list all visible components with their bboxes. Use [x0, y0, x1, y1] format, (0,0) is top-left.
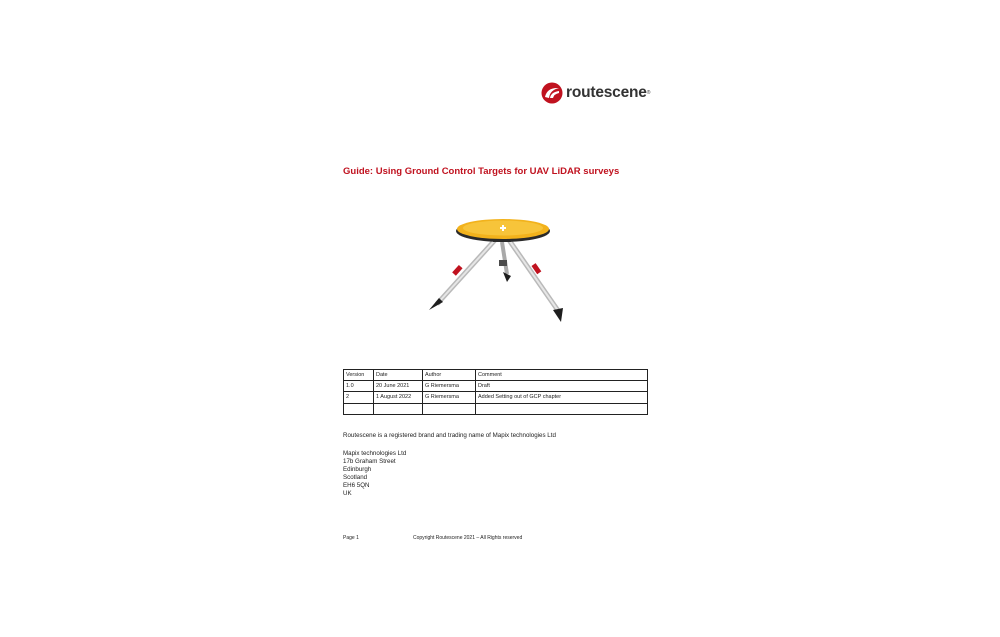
- address-line: UK: [343, 490, 352, 498]
- cell-version: 1.0: [344, 381, 374, 392]
- address-line: 17b Graham Street: [343, 458, 396, 466]
- address-line: Scotland: [343, 474, 368, 482]
- brand-name: routescene: [566, 84, 647, 101]
- cell-date: 20 June 2021: [374, 381, 423, 392]
- cell-comment: Added Setting out of GCP chapter: [476, 392, 648, 403]
- company-address: [343, 450, 406, 499]
- cell-date: [374, 403, 423, 414]
- cell-comment: [476, 403, 648, 414]
- cell-comment: Draft: [476, 381, 648, 392]
- address-line: Edinburgh: [343, 466, 372, 474]
- table-row: [344, 392, 648, 403]
- cell-author: G Riemersma: [423, 381, 476, 392]
- cell-author: [423, 403, 476, 414]
- header-version: Version: [344, 370, 374, 381]
- address-line: EH6 5QN: [343, 482, 370, 490]
- routescene-logo-icon: [541, 82, 563, 104]
- address-line: Mapix technologies Ltd: [343, 450, 407, 457]
- version-history-table: [343, 369, 648, 415]
- cell-author: G Riemersma: [423, 392, 476, 403]
- copyright-notice: Copyright Routescene 2021 – All Rights reserved: [413, 535, 523, 541]
- table-row: [344, 403, 648, 414]
- document-title: Guide: Using Ground Control Targets for UAV LiDAR surveys: [343, 166, 620, 177]
- table-header-row: [344, 370, 648, 381]
- page-number: Page 1: [343, 535, 359, 541]
- header-date: Date: [374, 370, 423, 381]
- cell-version: 2: [344, 392, 374, 403]
- tripod-target-icon: [425, 212, 575, 324]
- table-row: [344, 381, 648, 392]
- registered-brand-note: Routescene is a registered brand and trading name of Mapix technologies Ltd: [343, 432, 556, 439]
- cell-version: [344, 403, 374, 414]
- header-author: Author: [423, 370, 476, 381]
- routescene-logo: [541, 82, 650, 104]
- registered-mark: ®: [646, 90, 651, 96]
- header-comment: Comment: [476, 370, 648, 381]
- cell-date: 1 August 2022: [374, 392, 423, 403]
